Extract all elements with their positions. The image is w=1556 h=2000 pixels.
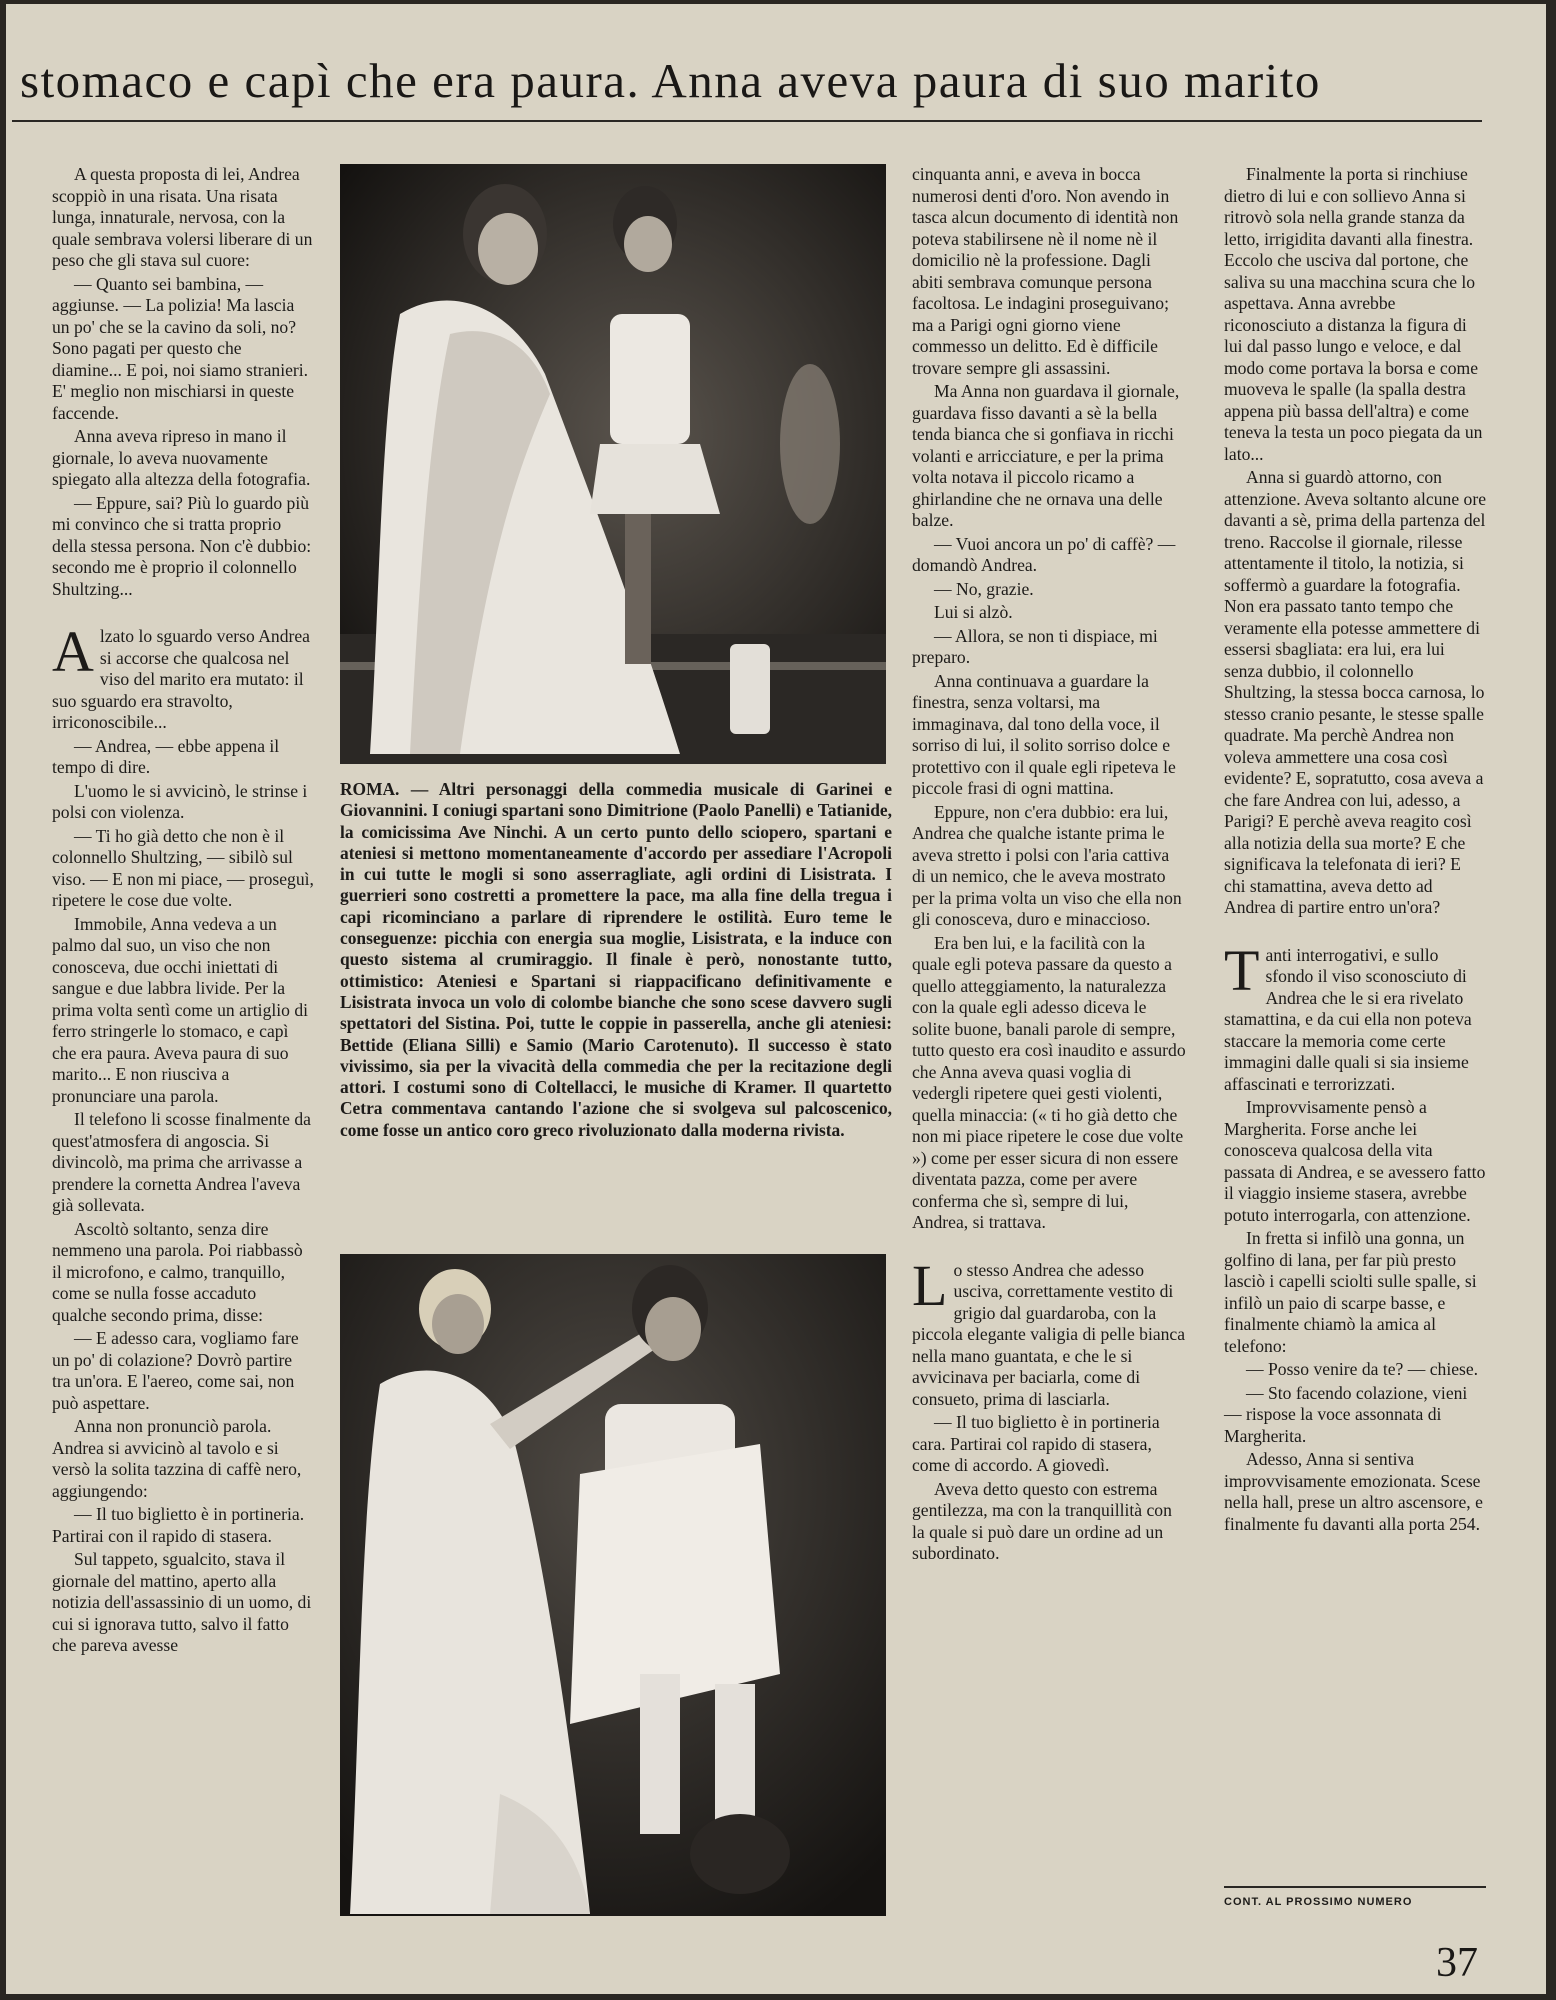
stage-photo-athenians — [340, 1254, 886, 1916]
paragraph: L'uomo le si avvicinò, le strinse i polsi con violenza. — [52, 780, 308, 822]
drop-cap: A — [52, 619, 94, 684]
paragraph: — Ti ho già detto che non è il colonnello Shultzing, — sibilò sul viso. — E non mi piace, — proseguì, ripetere le cose due volte. — [52, 825, 314, 910]
photo-image — [340, 1254, 886, 1916]
paragraph: cinquanta anni, e aveva in bocca numerosi denti d'oro. Non avendo in tasca alcun documento di identità non poteva stabilirsene nè il nome nè il domicilio nè la professione. Dagli abiti sembrava comunque persona facoltosa. Le indagini proseguivano; ma a Parigi ogni giorno viene commesso un delitto. Ed è difficile trovare sempre gli assassini. — [912, 164, 1179, 378]
drop-cap: L — [912, 1252, 948, 1318]
paragraph: Immobile, Anna vedeva a un palmo dal suo, un viso che non conosceva, due occhi iniettati di sangue e due labbra livide. Per la prima volta sentì come un artiglio di ferro stringerle lo stomaco, e capì che era paura. Aveva paura di suo marito... E non riusciva a pronunciare una parola. — [52, 913, 309, 1106]
paragraph-with-dropcap — [52, 619, 314, 734]
paragraph: — Sto facendo colazione, vieni — rispose la voce assonnata di Margherita. — [1224, 1382, 1468, 1446]
stage-photo-spartans — [340, 164, 886, 764]
paragraph: Era ben lui, e la facilità con la quale egli poteva passare da questo a quello atteggiamento, la naturalezza con la quale egli adesso diceva le solite buone, banali parole di sempre, tutto questo era così inaudito e assurdo che Anna aveva quasi voglia di vedergli ripetere quei gesti violenti, quella minaccia: (« ti ho già detto che non mi piace ripetere le cose due volte ») come per esser sicura di non essere diventata pazza, come per avere conferma che sì, sempre di lui, Andrea, si trattava. — [912, 932, 1186, 1232]
paragraph: In fretta si infilò una gonna, un golfino di lana, per far più presto lasciò i capelli sciolti sulle spalle, si infilò un paio di scarpe basse, e finalmente chiamò la amica al telefono: — [1224, 1228, 1477, 1356]
paragraph: Anna si guardò attorno, con attenzione. Aveva soltanto alcune ore davanti a sè, prima della partenza del treno. Raccolse il giornale, rilesse attentamente il titolo, la notizia, si soffermò a guardare la fotografia. Non era passato tanto tempo che veramente ella potesse ammettere di essersi sbagliata: era lui, era lui senza dubbio, il colonnello Shultzing, la stessa bocca carnosa, lo stesso cranio pesante, le stesse spalle quadrate. Ma perchè Andrea non voleva ammettere una cosa così evidente? E, sopratutto, cosa aveva a che fare Andrea con lui, adesso, a Parigi? E perchè aveva reagito così alla notizia della sua morte? E che significava la telefonata di ieri? E chi stamattina, aveva detto ad Andrea di partire entro un'ora? — [1224, 467, 1487, 917]
paragraph: Lui si alzò. — [934, 602, 1013, 622]
page-number: 37 — [1436, 1940, 1478, 1986]
magazine-page — [6, 4, 1546, 1994]
continuation-note: CONT. AL PROSSIMO NUMERO — [1224, 1886, 1486, 1908]
paragraph: Sul tappeto, sgualcito, stava il giornale del mattino, aperto alla notizia dell'assassinio di un uomo, di cui si ignorava tutto, salvo il fatto che pareva avesse — [52, 1549, 312, 1655]
paragraph: — Posso venire da te? — chiese. — [1246, 1359, 1479, 1379]
drop-cap: T — [1224, 937, 1260, 1003]
paragraph: Finalmente la porta si rinchiuse dietro di lui e con sollievo Anna si ritrovò sola nella grande stanza da letto, irrigidita davanti alla finestra. Eccolo che usciva dal portone, che saliva su una macchina scura che lo aspettava. Anna avrebbe riconosciuto a distanza la figura di lui dal passo lungo e veloce, e dal modo come portava la borsa e come muoveva le spalle (la spalla destra appena più bassa dell'altra) e come teneva la testa un poco piegata da un lato... — [1224, 164, 1483, 464]
paragraph: Ascoltò soltanto, senza dire nemmeno una parola. Poi riabbassò il microfono, e calmo, tranquillo, come se nulla fosse accaduto qualche secondo prima, disse: — [52, 1218, 303, 1325]
paragraph: — Eppure, sai? Più lo guardo più mi convinco che si tratta proprio della stessa persona. Non c'è dubbio: secondo me è proprio il colonnello Shultzing... — [52, 492, 312, 599]
paragraph: — Quanto sei bambina, — aggiunse. — La polizia! Ma lascia un po' che se la cavino da soli, no? Sono pagati per questo che diamine... E poi, noi siamo stranieri. E' meglio non mischiarsi in queste faccende. — [52, 273, 309, 423]
paragraph: Aveva detto questo con estrema gentilezza, ma con la tranquillità con la quale si può dare un ordine ad un subordinato. — [912, 1478, 1172, 1563]
paragraph: A questa proposta di lei, Andrea scoppiò in una risata. Una risata lunga, innaturale, nervosa, con la quale sembrava volersi liberare di un peso che gli stava sul cuore: — [52, 164, 313, 270]
paragraph-text: anti interrogativi, e sullo sfondo il viso sconosciuto di Andrea che le si era rivelato stamattina, e da cui ella non poteva staccare la memoria come certe immagini dalle quali si sia insieme affascinati e terrorizzati. — [1224, 944, 1472, 1094]
paragraph: Il telefono li scosse finalmente da quest'atmosfera di angoscia. Si divincolò, ma prima che arrivasse a prendere la cornetta Andrea l'aveva già sollevata. — [52, 1109, 311, 1215]
paragraph: Adesso, Anna si sentiva improvvisamente emozionata. Scese nella hall, prese un altro ascensore, e finalmente fu davanti alla porta 254. — [1224, 1449, 1483, 1534]
paragraph: — E adesso cara, vogliamo fare un po' di colazione? Dovrò partire tra un'ora. E l'aereo, come sai, non può aspettare. — [52, 1328, 299, 1413]
paragraph: — Il tuo biglietto è in portineria cara. Partirai col rapido di stasera, come di accordo. A giovedì. — [912, 1412, 1160, 1475]
paragraph: — Andrea, — ebbe appena il tempo di dire. — [52, 735, 280, 777]
paragraph-text: lzato lo sguardo verso Andrea si accorse che qualcosa nel viso del marito era mutato: il suo sguardo era stravolto, irriconoscibile... — [52, 626, 310, 732]
text-column-4 — [1224, 164, 1486, 1537]
paragraph: — Allora, se non ti dispiace, mi preparo. — [912, 625, 1158, 667]
paragraph: Anna non pronunciò parola. Andrea si avvicinò al tavolo e si versò la solita tazzina di caffè nero, aggiungendo: — [52, 1416, 302, 1501]
paragraph: Anna continuava a guardare la finestra, senza voltarsi, ma immaginava, dal tono della voce, il sorriso di lui, il solito sorriso dolce e protettivo con il quale egli ripeteva le piccole frasi di ogni mattina. — [912, 670, 1176, 798]
headline-rule — [12, 120, 1482, 122]
paragraph-with-dropcap — [912, 1252, 1186, 1411]
paragraph: Anna aveva ripreso in mano il giornale, lo aveva nuovamente spiegato alla altezza della fotografia. — [52, 426, 311, 489]
paragraph: Improvvisamente pensò a Margherita. Forse anche lei conosceva qualcosa della vita passata di Andrea, e se avessero fatto il viaggio insieme stasera, avrebbe potuto interrogarla, con attenzione. — [1224, 1097, 1486, 1225]
paragraph: Ma Anna non guardava il giornale, guardava fisso davanti a sè la bella tenda bianca che si gonfiava in ricchi volanti e arricciature, e per la prima volta notava il piccolo ricamo a ghirlandine che ne ornava una delle balze. — [912, 381, 1180, 530]
photo-image — [340, 164, 886, 764]
paragraph: — Vuoi ancora un po' di caffè? — domandò Andrea. — [912, 533, 1176, 575]
paragraph: — No, grazie. — [934, 578, 1034, 599]
photo-caption: ROMA. — Altri personaggi della commedia musicale di Garinei e Giovannini. I coniugi spartani sono Dimitrione (Paolo Panelli) e Tatianide, la comicissima Ave Ninchi. A un certo punto dello sciopero, spartani e ateniesi si mettono momentaneamente d'accordo per assediare l'Acropoli in cui tutte le mogli si sono asserragliate, agli ordini di Lisistrata. I guerrieri sono costretti a promettere la pace, ma alla fine della tregua i capi ricominciano a parlare di riprendere le ostilità. Euro teme le conseguenze: picchia con energia sua moglie, Lisistrata, e la induce con questo sistema al crumiraggio. Il finale è però, nonostante tutto, ottimistico: Ateniesi e Spartani si riappacificano definitivamente e Lisistrata invoca un volo di colombe bianche che sono scese davvero sugli spettatori del Sistina. Poi, tutte le coppie in passerella, anche gli ateniesi: Bettide (Eliana Silli) e Samio (Mario Carotenuto). Il successo è stato vivissimo, sia per la vivacità della commedia che per la recitazione degli attori. I costumi sono di Coltellacci, le musiche di Kramer. Il quartetto Cetra commentava cantando l'azione che si svolgeva sul palcoscenico, come fosse un antico coro greco rivoluzionato dalla moderna rivista. — [340, 779, 892, 1140]
text-column-1 — [52, 164, 314, 1659]
paragraph-text: o stesso Andrea che adesso usciva, correttamente vestito di grigio dal guardaroba, con la piccola elegante valigia di pelle bianca nella mano guantata, e che le si avvicinava per baciarla, come di consueto, prima di lasciarla. — [912, 1259, 1186, 1409]
text-column-3 — [912, 164, 1186, 1567]
paragraph-with-dropcap — [1224, 937, 1486, 1096]
paragraph: — Il tuo biglietto è in portineria. Partirai con il rapido di stasera. — [52, 1504, 305, 1546]
page-headline: stomaco e capì che era paura. Anna aveva paura di suo marito — [20, 53, 1321, 108]
paragraph: Eppure, non c'era dubbio: era lui, Andrea che qualche istante prima le aveva stretto i polsi con l'aria cattiva di un nemico, che le aveva mostrato per la prima volta un viso che ella non gli conosceva, duro e minaccioso. — [912, 801, 1182, 929]
